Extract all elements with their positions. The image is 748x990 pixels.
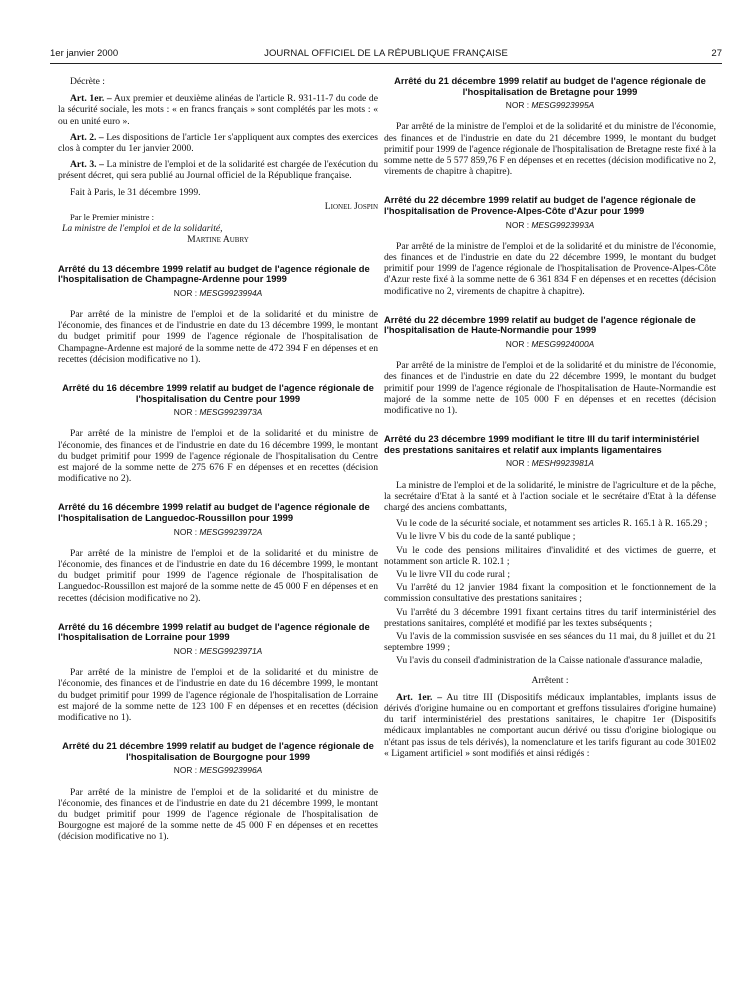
issue-date: 1er janvier 2000 bbox=[50, 48, 119, 59]
nor-line: NOR : MESG9923973A bbox=[173, 407, 263, 418]
fait-line: Fait à Paris, le 31 décembre 1999. bbox=[70, 186, 201, 198]
nor-code: MESG9924000A bbox=[531, 339, 595, 349]
arrete-text: Par arrêté de la ministre de l'emploi et de la solidarité et du ministre de l'économie, des finances et de l'industrie en date du 22 décembre 1999, le montant du budget primitif pour 1999 de l'agence régionale de l'hospitalisation de Provence-Alpes-Côte d'Azur reste fixé à la somme nette de 6 361 834 F en dépenses et en recettes (décision modificative no 2, virements de chapitre à chapitre). bbox=[384, 240, 716, 297]
article-text: Les dispositions de l'article 1er s'appliquent aux comptes des exercices clos à compter du 1er janvier 2000. bbox=[58, 131, 378, 155]
visa-item: Vu le code de la sécurité sociale, et notamment ses articles R. 165.1 à R. 165.29 ; bbox=[396, 518, 708, 530]
arrete-title: Arrêté du 13 décembre 1999 relatif au budget de l'agence régionale de l'hospitalisation de Champagne-Ardenne pour 1999 bbox=[58, 262, 370, 285]
arrete-block bbox=[384, 315, 716, 416]
arrete-title: Arrêté du 21 décembre 1999 relatif au budget de l'agence régionale de l'hospitalisation de Bretagne pour 1999 bbox=[394, 75, 706, 97]
visa-item: Vu le code des pensions militaires d'invalidité et des victimes de guerre, et notamment son article R. 102.1 ; bbox=[384, 544, 716, 567]
arrete-title: Arrêté du 16 décembre 1999 relatif au budget de l'agence régionale de l'hospitalisation de Languedoc-Roussillon pour 1999 bbox=[58, 501, 370, 524]
nor-code: MESG9923972A bbox=[199, 526, 263, 537]
tarif-intro: La ministre de l'emploi et de la solidarité, le ministre de l'agriculture et de la pêche, la secrétaire d'Etat à la santé et à l'action sociale et le secrétaire d'Etat à la défense chargé des anciens combattants, bbox=[384, 479, 716, 514]
journal-title: JOURNAL OFFICIEL DE LA RÉPUBLIQUE FRANÇAISE bbox=[264, 48, 508, 59]
arrete-title: Arrêté du 21 décembre 1999 relatif au budget de l'agence régionale de l'hospitalisation de Bourgogne pour 1999 bbox=[62, 740, 374, 762]
nor-line: NOR : MESG9923994A bbox=[173, 287, 263, 298]
article-text: La ministre de l'emploi et de la solidarité est chargée de l'exécution du présent décret, qui sera publié au Journal officiel de la République française. bbox=[58, 159, 378, 182]
article-text: Au titre III (Dispositifs médicaux implantables, implants issus de dérivés d'origine humaine ou en comportant et greffons tissulaires d'origine humaine) du tarif interministériel des prestations sanitaires, le chapitre 1er (Dispositifs médicaux implantables ne comportant aucun dérivé ou tissu d'origine biologique ou n'étant pas issus de tels dérivés), la nomenclature et les tarifs figurant au code 301E02 « Ligament artificiel » sont modifiés et ainsi rédigés : bbox=[384, 691, 716, 759]
decret-article-1 bbox=[58, 93, 378, 127]
ministre-name: Martine Aubry bbox=[187, 234, 249, 246]
par-premier-ministre: Par le Premier ministre : bbox=[70, 212, 155, 223]
arrete-text: Par arrêté de la ministre de l'emploi et de la solidarité et du ministre de l'économie, des finances et de l'industrie en date du 21 décembre 1999, le montant du budget primitif pour 1999 de l'agence régionale de l'hospitalisation de Bretagne reste fixé à la somme nette de 5 577 859,76 F en dépenses et en recettes (décision modificative no 2, virements de chapitre à chapitre). bbox=[384, 121, 716, 178]
article-label: Art. 1er. – bbox=[396, 691, 443, 703]
decrete-line: Décrète : bbox=[70, 76, 105, 87]
visa-item: Vu l'avis du conseil d'administration de la Caisse nationale d'assurance maladie, bbox=[396, 655, 703, 667]
nor-line: NOR : MESG9923996A bbox=[173, 765, 263, 776]
nor-code: MESG9923973A bbox=[199, 407, 263, 418]
visa-item: Vu l'arrêté du 3 décembre 1991 fixant certains titres du tarif interministériel des prestations sanitaires, complété et modifié par les textes subséquents ; bbox=[384, 606, 716, 629]
article-label: Art. 3. – bbox=[70, 159, 104, 171]
arrete-block bbox=[384, 76, 716, 177]
arrete-text: Par arrêté de la ministre de l'emploi et de la solidarité et du ministre de l'économie, des finances et de l'industrie en date du 22 décembre 1999, le montant du budget primitif pour 1999 de l'agence régionale de l'hospitalisation de Haute-Normandie est majoré de la somme nette de 105 000 F en dépenses et en recettes (décision modificative no 1). bbox=[384, 360, 716, 417]
arrete-title: Arrêté du 16 décembre 1999 relatif au budget de l'agence régionale de l'hospitalisation de Lorraine pour 1999 bbox=[58, 620, 370, 643]
arrete-title: Arrêté du 22 décembre 1999 relatif au budget de l'agence régionale de l'hospitalisation de Provence-Alpes-Côte d'Azur pour 1999 bbox=[384, 194, 696, 216]
visa-item: Vu l'arrêté du 12 janvier 1984 fixant la composition et le fonctionnement de la commission consultative des prestations sanitaires ; bbox=[384, 582, 716, 605]
signatory-name: Lionel Jospin bbox=[324, 200, 378, 212]
decret-article-2 bbox=[58, 132, 378, 154]
arrete-block bbox=[58, 741, 378, 842]
header-rule bbox=[50, 63, 722, 64]
nor-code: MESG9923971A bbox=[199, 646, 263, 657]
decret-article-3 bbox=[58, 159, 378, 181]
arrete-block bbox=[384, 195, 716, 296]
visa-item: Vu le livre V bis du code de la santé publique ; bbox=[396, 531, 576, 543]
nor-code: MESG9923993A bbox=[531, 219, 595, 230]
visa-item: Vu le livre VII du code rural ; bbox=[396, 569, 511, 581]
nor-line: NOR : MESG9924000A bbox=[505, 339, 595, 349]
left-column bbox=[58, 76, 378, 843]
tarif-arrete-block bbox=[384, 434, 716, 759]
nor-code: MESG9923994A bbox=[199, 287, 263, 298]
arrete-text: Par arrêté de la ministre de l'emploi et de la solidarité et du ministre de l'économie, des finances et de l'industrie en date du 21 décembre 1999, le montant du budget primitif pour 1999 de l'agence régionale de l'hospitalisation de Bourgogne est majoré de la somme nette de 45 000 F en dépenses et en recettes (décision modificative no 1). bbox=[58, 786, 378, 843]
ministre-title: La ministre de l'emploi et de la solidarité, bbox=[62, 223, 223, 235]
nor-line: NOR : MESG9923971A bbox=[173, 646, 263, 657]
arrete-block bbox=[58, 383, 378, 484]
arrete-title: Arrêté du 22 décembre 1999 relatif au budget de l'agence régionale de l'hospitalisation de Haute-Normandie pour 1999 bbox=[384, 313, 696, 336]
arrete-text: Par arrêté de la ministre de l'emploi et de la solidarité et du ministre de l'économie, des finances et de l'industrie en date du 16 décembre 1999, le montant du budget primitif pour 1999 de l'agence régionale de l'hospitalisation du Centre est majoré de la somme nette de 275 676 F en dépenses et en recettes (décision modificative no 2). bbox=[58, 428, 378, 485]
arrete-text: Par arrêté de la ministre de l'emploi et de la solidarité et du ministre de l'économie, des finances et de l'industrie en date du 13 décembre 1999, le montant du budget primitif pour 1999 de l'agence régionale de l'hospitalisation de Champagne-Ardenne est majoré de la somme nette de 472 394 F en dépenses et en recettes (décision modificative no 1). bbox=[58, 309, 378, 365]
tarif-article-1 bbox=[384, 692, 716, 759]
nor-line: NOR : MESG9923972A bbox=[173, 526, 263, 537]
nor-code: MESG9923996A bbox=[199, 765, 263, 776]
arrete-text: Par arrêté de la ministre de l'emploi et de la solidarité et du ministre de l'économie, des finances et de l'industrie en date du 16 décembre 1999, le montant du budget primitif pour 1999 de l'agence régionale de l'hospitalisation de Languedoc-Roussillon est majoré de la somme nette de 45 000 F en dépenses et en recettes (décision modificative no 2). bbox=[58, 547, 378, 604]
page-number: 27 bbox=[711, 48, 722, 59]
nor-code: MESG9923995A bbox=[531, 100, 595, 111]
visa-item: Vu l'avis de la commission susvisée en ses séances du 11 mai, du 8 juillet et du 21 septembre 1999 ; bbox=[384, 631, 716, 654]
article-label: Art. 1er. – bbox=[70, 93, 112, 105]
arrete-text: Par arrêté de la ministre de l'emploi et de la solidarité et du ministre de l'économie, des finances et de l'industrie en date du 16 décembre 1999, le montant du budget primitif pour 1999 de l'agence régionale de l'hospitalisation de Lorraine est majoré de la somme nette de 123 100 F en dépenses et en recettes (décision modificative no 1). bbox=[58, 667, 378, 724]
arrete-block bbox=[58, 264, 378, 365]
right-column bbox=[384, 76, 716, 761]
nor-line: NOR : MESH9923981A bbox=[506, 458, 594, 469]
running-head bbox=[50, 48, 722, 62]
nor-line: NOR : MESG9923995A bbox=[505, 100, 595, 111]
nor-line: NOR : MESG9923993A bbox=[505, 219, 595, 230]
arrete-title: Arrêté du 23 décembre 1999 modifiant le titre III du tarif interministériel des prestations sanitaires et relatif aux implants ligamentaires bbox=[384, 433, 700, 455]
article-label: Art. 2. – bbox=[70, 131, 104, 143]
arretent-line: Arrêtent : bbox=[531, 674, 569, 686]
arrete-block bbox=[58, 622, 378, 723]
arrete-title: Arrêté du 16 décembre 1999 relatif au budget de l'agence régionale de l'hospitalisation du Centre pour 1999 bbox=[62, 382, 374, 404]
nor-code: MESH9923981A bbox=[531, 458, 594, 469]
arrete-block bbox=[58, 502, 378, 603]
article-text: Aux premier et deuxième alinéas de l'article R. 931-11-7 du code de la sécurité sociale, les mots : « en francs français » sont complétés par les mots : « ou en unité euro ». bbox=[58, 93, 378, 127]
